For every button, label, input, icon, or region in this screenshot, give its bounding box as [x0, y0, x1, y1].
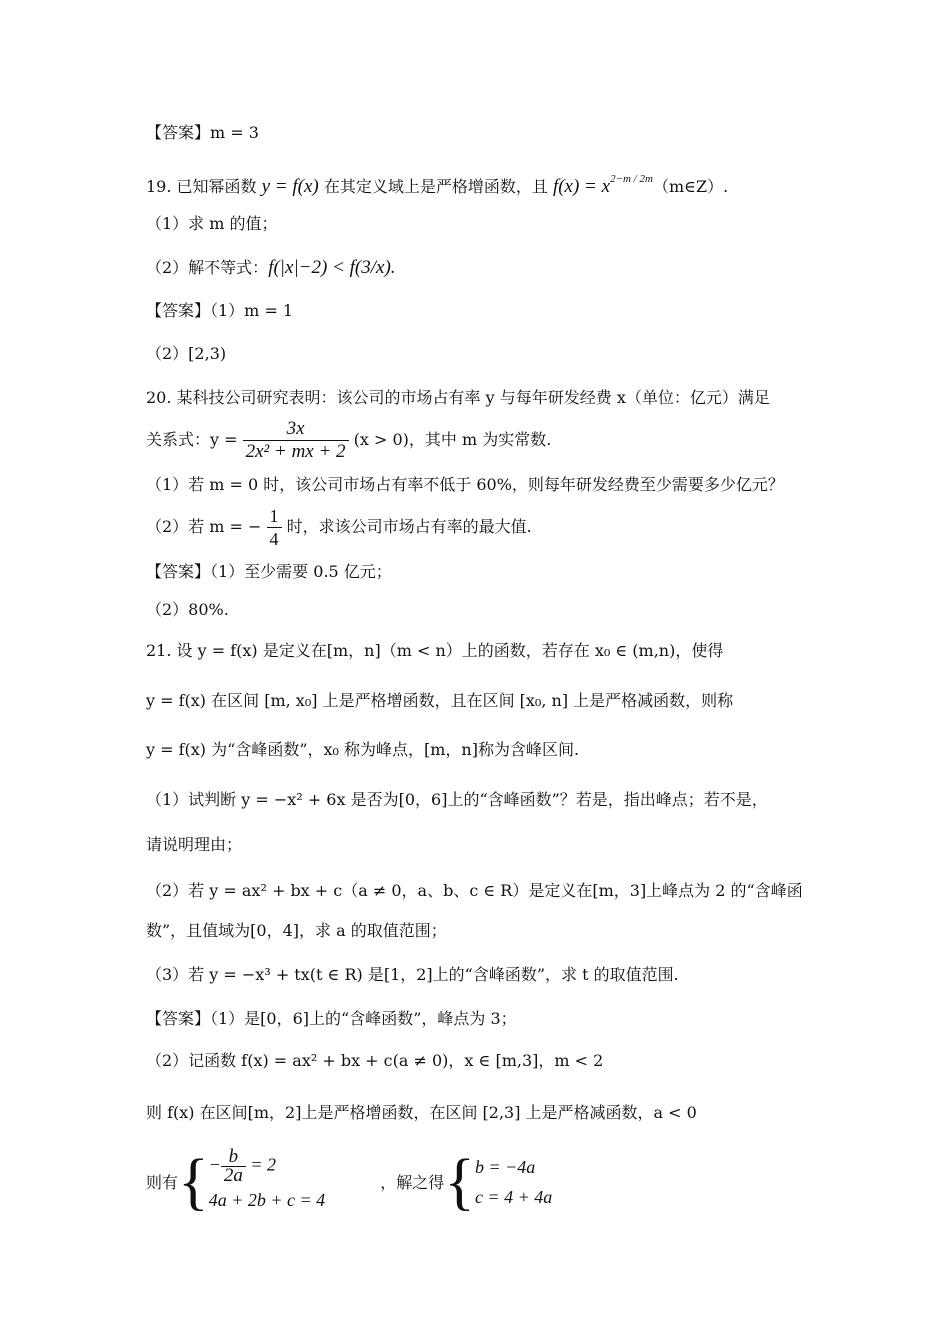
- question-21-part2: （2）若 y = ax² + bx + c（a ≠ 0，a、b、c ∈ R）是定义在[m，3]上峰点为 2 的“含峰函: [146, 881, 803, 900]
- question-21-part2-cont: 数”，且值域为[0，4]，求 a 的取值范围；: [146, 921, 447, 940]
- question-19-part1: （1）求 m 的值；: [146, 214, 278, 233]
- answer-21-interval: 则 f(x) 在区间[m，2]上是严格增函数，在区间 [2,3] 上是严格减函数，a < 0: [146, 1103, 697, 1122]
- question-20-part2: （2）若 m = − $\frac{1}{4}$ 时，求该公司市场占有率的最大值.: [146, 506, 532, 549]
- question-19-part2: （2）解不等式：f(|x|−2) < f(3/x).: [146, 257, 396, 278]
- answer-21-part2: （2）记函数 f(x) = ax² + bx + c(a ≠ 0)，x ∈ [m,3]，m < 2: [146, 1051, 604, 1070]
- answer-18: 【答案】m = 3: [146, 123, 259, 142]
- question-21-part1: （1）试判断 y = −x² + 6x 是否为[0，6]上的“含峰函数”？若是，指出峰点；若不是，: [146, 790, 768, 809]
- question-20-formula: 关系式：y = $\frac{3x}{\text{2x² + mx + 2}}$ (x > 0)，其中 m 为实常数.: [146, 418, 552, 462]
- answer-20-part2: （2）80%.: [146, 600, 229, 619]
- question-20: 20. 某科技公司研究表明：该公司的市场占有率 y 与每年研发经费 x（单位：亿元）满足: [146, 388, 770, 407]
- answer-21-system: 则有{ − $\frac{b}{2a}$ = 2 4a + 2b + c = 4 ，解之得{ b = −4a c = 4 + 4a: [146, 1145, 553, 1217]
- question-21-part3: （3）若 y = −x³ + tx(t ∈ R) 是[1，2]上的“含峰函数”，求 t 的取值范围.: [146, 965, 679, 984]
- answer-19-part2: （2）[2,3): [146, 344, 227, 363]
- question-19: 19. 已知幂函数 y = f(x) 在其定义域上是严格增函数，且 $f(x) = x^{2-m / 2m}(m\in Z)$.: [146, 173, 729, 197]
- question-21-line2: y = f(x) 在区间 [m, x₀] 上是严格增函数，且在区间 [x₀, n] 上是严格减函数，则称: [146, 691, 734, 710]
- answer-21-part1: 【答案】（1）是[0，6]上的“含峰函数”，峰点为 3；: [146, 1009, 517, 1028]
- question-20-part1: （1）若 m = 0 时，该公司市场占有率不低于 60%，则每年研发经费至少需要多少亿元？: [146, 475, 784, 494]
- question-21: 21. 设 y = f(x) 是定义在[m，n]（m < n）上的函数，若存在 x₀ ∈ (m,n)，使得: [146, 641, 724, 660]
- answer-19-part1: 【答案】（1）m = 1: [146, 301, 294, 320]
- answer-20-part1: 【答案】（1）至少需要 0.5 亿元；: [146, 562, 392, 581]
- question-21-line3: y = f(x) 为“含峰函数”，x₀ 称为峰点，[m，n]称为含峰区间.: [146, 740, 580, 759]
- question-21-part1-cont: 请说明理由；: [146, 835, 243, 854]
